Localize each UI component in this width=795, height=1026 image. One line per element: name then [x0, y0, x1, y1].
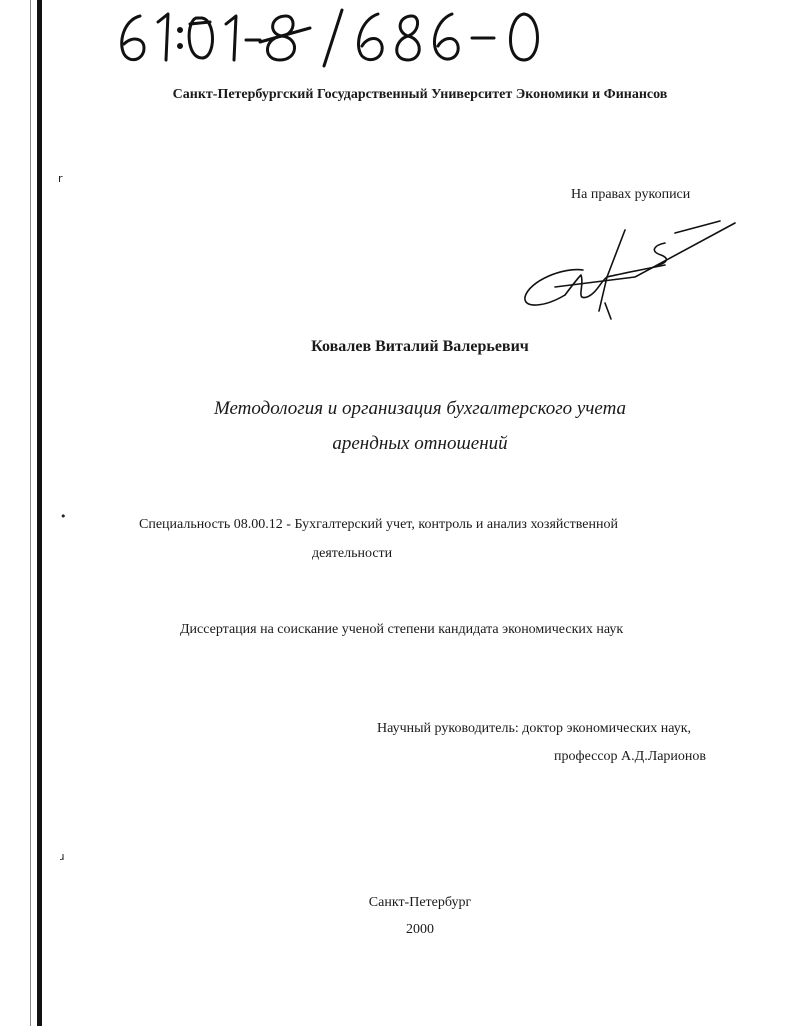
- handwritten-archive-code: [110, 2, 550, 72]
- binding-edge-shadow: [30, 0, 31, 1026]
- city: Санкт-Петербург: [368, 895, 472, 910]
- specialty-line-1: Специальность 08.00.12 - Бухгалтерский учет, контроль и анализ хозяйственной: [139, 517, 618, 532]
- scan-mark: r: [58, 172, 63, 185]
- dissertation-title-line-1: Методология и организация бухгалтерского учета: [213, 398, 627, 419]
- university-name: Санкт-Петербургский Государственный Университет Экономики и Финансов: [172, 87, 668, 102]
- binding-edge: [37, 0, 42, 1026]
- year: 2000: [406, 922, 434, 937]
- dissertation-degree: Диссертация на соискание ученой степени кандидата экономических наук: [180, 622, 624, 637]
- advisor-line-2: профессор А.Д.Ларионов: [554, 749, 707, 764]
- dissertation-title-line-2: арендных отношений: [332, 433, 508, 454]
- specialty-line-2: деятельности: [312, 546, 393, 561]
- author-name: Ковалев Виталий Валерьевич: [311, 338, 529, 355]
- signature-icon: [515, 215, 740, 325]
- scan-mark: •: [60, 510, 67, 523]
- manuscript-note: На правах рукописи: [571, 187, 691, 202]
- scan-mark: ɹ: [60, 850, 65, 863]
- advisor-line-1: Научный руководитель: доктор экономических наук,: [377, 721, 692, 736]
